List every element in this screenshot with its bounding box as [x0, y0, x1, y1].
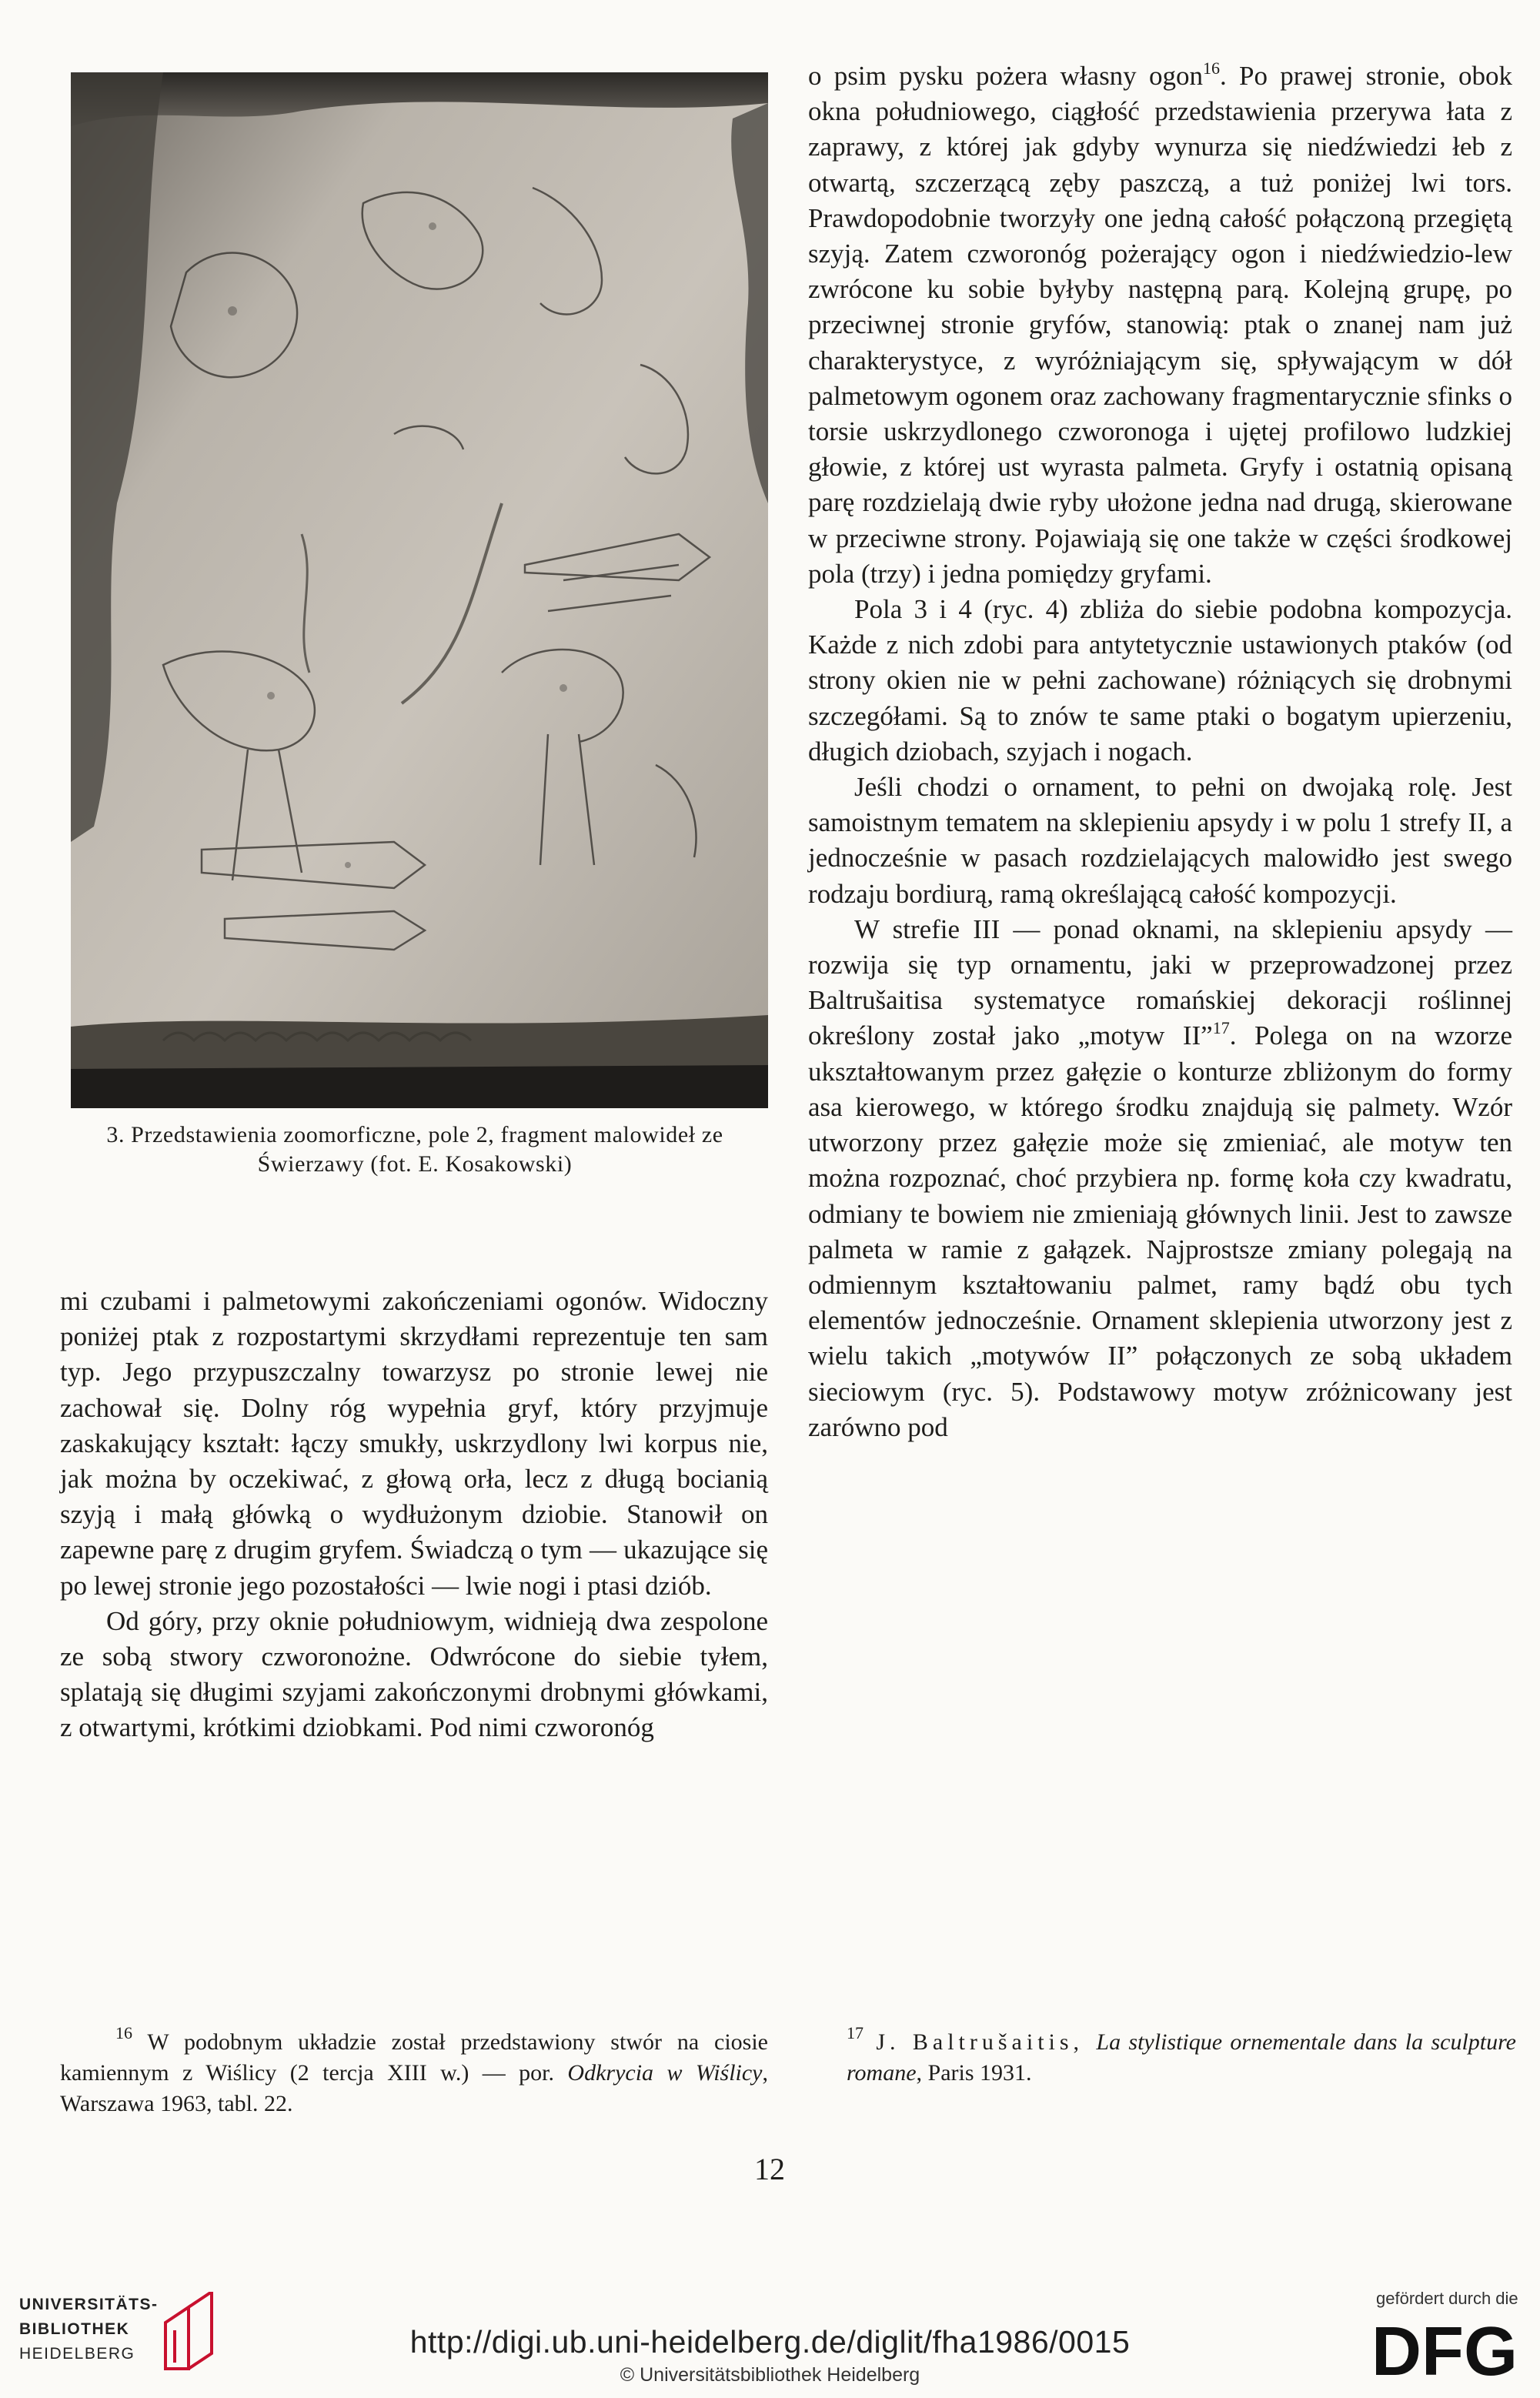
paragraph: Od góry, przy oknie południowym, widnieją dwa zespolone ze sobą stwory czworonożne. Odwrócone do siebie tyłem, splatają się długimi szyjami zakończonymi drobnymi główkami, z otwartymi, krótkimi dziobkami. Pod nimi czworonóg: [60, 1605, 768, 1743]
paragraph: Pola 3 i 4 (ryc. 4) zbliża do siebie podobna kompozycja. Każde z nich zdobi para antytetycznie ustawionych ptaków (od strony okien nie w pełni zachowane) różniących się drobnymi szczegółami. Są to znów te same ptaki o bogatym upierzeniu, długich dziobach, szyjach i nogach.: [808, 594, 1512, 766]
library-logo-line3: HEIDELBERG: [19, 2345, 135, 2363]
copyright-notice: © Universitätsbibliothek Heidelberg: [620, 2364, 920, 2386]
footnote-ref: 17: [1212, 1018, 1230, 1038]
paragraph: W strefie III — ponad oknami, na sklepieniu apsydy — rozwija się typ ornamentu, jaki w przeprowadzonej przez Baltrušaitisa systematyce romańskiej dekoracji roślinnej określony został jako „motyw II”$^{17}$. Polega on na wzorze ukształtowanym przez gałęzie o konturze zbliżonym do formy asa kierowego, w którego środku znajdują się palmety. Wzór utworzony przez gałęzie może się zmieniać, ale motyw ten można rozpoznać, choć przybiera np. formę koła czy kwadratu, odmiany te bowiem nie zmieniają głównych linii. Jest to zawsze palmeta w ramie z gałązek. Najprostsze zmiany polegają na odmiennym kształtowaniu palmet, ramy bądź obu tych elementów jednocześnie. Ornament sklepienia utworzony jest z wielu takich „motywów II” połączonych ze sobą układem sieciowym (ryc. 5). Podstawowy motyw zróżnicowany jest zarówno pod: [808, 913, 1512, 1442]
footnote-16: $^{16}$ W podobnym układzie został przedstawiony stwór na ciosie kamiennym z Wiślicy (2 tercja XIII w.) — por. Odkrycia w Wiślicy, Warszawa 1963, tabl. 22.: [60, 2023, 769, 2116]
footnote-17: $^{17}$ J. Baltrušaitis, La stylistique ornementale dans la sculpture romane, Paris 1931.: [847, 2023, 1516, 2086]
paragraph: mi czubami i palmetowymi zakończeniami ogonów. Widoczny poniżej ptak z rozpostartymi skrzydłami reprezentuje ten sam typ. Jego przypuszczalny towarzysz po stronie lewej nie zachował się. Dolny róg wypełnia gryf, który przyjmuje zaskakujący kształt: łączy smukły, uskrzydlony lwi korpus nie, jak można by oczekiwać, z głową orła, lecz z długą bocianią szyją i małą główką o wydłużonym dziobie. Stanowił on zapewne parę z drugim gryfem. Świadczą o tym — ukazujące się po lewej stronie jego pozostałości — lwie nogi i ptasi dziób.: [60, 1286, 768, 1601]
dfg-logo-icon: [1371, 2313, 1518, 2384]
left-column: [60, 1284, 768, 1746]
mural-photograph: [71, 72, 768, 1108]
paragraph: o psim pysku pożera własny ogon$^{16}$. Po prawej stronie, obok okna południowego, ciągłość przedstawienia przerywa łata z zaprawy, z której jak gdyby wynurza się niedźwiedzi łeb z otwartą, szczerzącą zęby paszczą, a tuż poniżej lwi tors. Prawdopodobnie tworzyły one jedną całość połączoną przegiętą szyją. Zatem czworonóg pożerający ogon i niedźwiedzio-lew zwrócone ku sobie byłyby następną parą. Kolejną grupę, po przeciwnej stronie gryfów, stanowią: ptak o znanej nam już charakterystyce, z wyróżniającym się, spływającym w dół palmetowym ogonem oraz zachowany fragmentarycznie sfinks o torsie uskrzydlonego czworonoga i ujętej profilowo ludzkiej głowie, z której ust wyrasta palmeta. Gryfy i ostatnią opisaną parę rozdzielają dwie ryby ułożone jedna nad drugą, skierowane w przeciwne strony. Pojawiają się one także w części środkowej pola (trzy) i jedna pomiędzy gryfami.: [808, 58, 1513, 589]
page-number: 12: [754, 2152, 785, 2186]
sponsor-label: gefördert durch die: [1376, 2289, 1518, 2308]
digital-copy-link[interactable]: http://digi.ub.uni-heidelberg.de/diglit/fha1986/0015: [409, 2324, 1131, 2360]
footnote-ref: 16: [1202, 58, 1220, 78]
svg-text:DFG: DFG: [1371, 2313, 1518, 2384]
paragraph: Jeśli chodzi o ornament, to pełni on dwojaką rolę. Jest samoistnym tematem na sklepieniu apsydy i w polu 1 strefy II, a jednocześnie w pasach rozdzielających malowidło jest swego rodzaju bordiurą, ramą określającą całość kompozycji.: [808, 772, 1512, 909]
library-logo-line1: UNIVERSITÄTS-: [19, 2296, 159, 2313]
library-logo-line2: BIBLIOTHEK: [19, 2320, 130, 2338]
figure-caption: 3. Przedstawienia zoomorficzne, pole 2, fragment malowideł ze Świerzawy (fot. E. Kosakowski): [106, 1122, 723, 1177]
mural-photograph-image: [71, 72, 768, 1108]
right-column: [808, 58, 1512, 1445]
